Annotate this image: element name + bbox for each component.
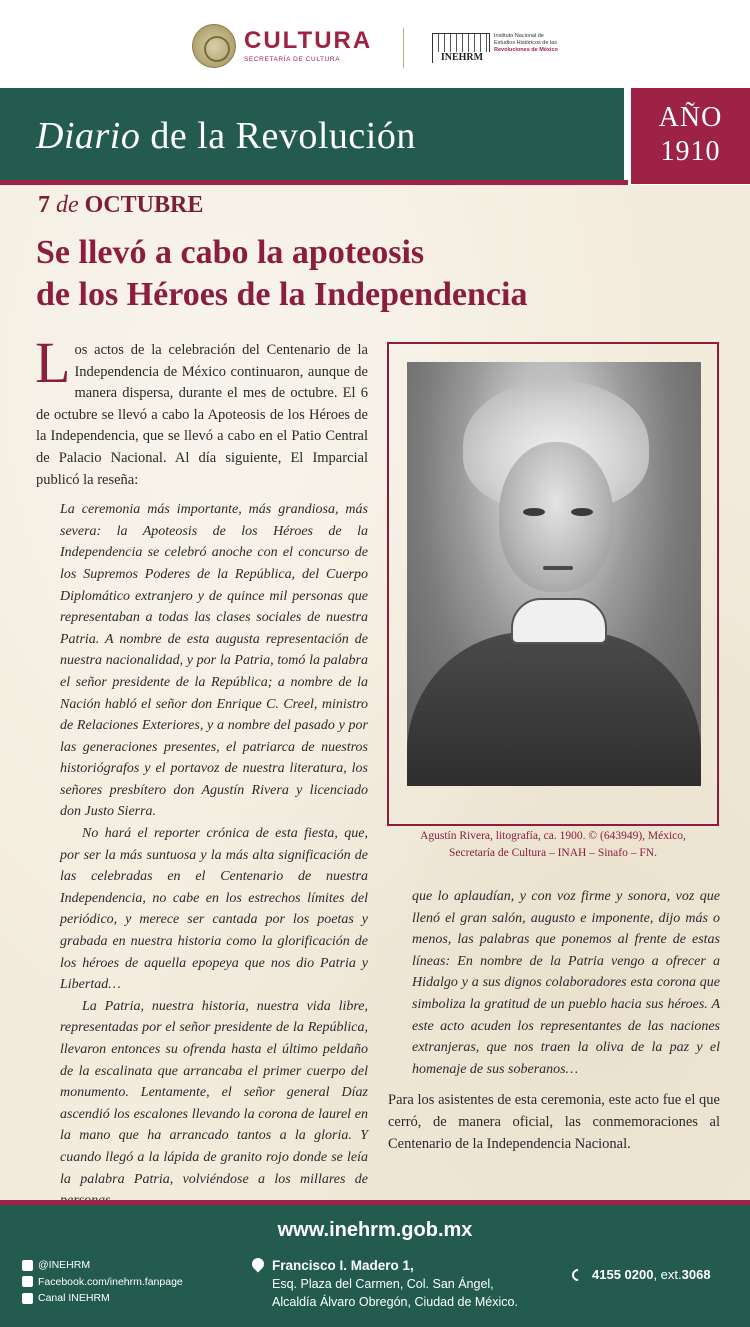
article-date [38, 192, 203, 219]
figure-caption [387, 828, 719, 861]
youtube-icon [22, 1293, 33, 1304]
facebook-link[interactable] [22, 1274, 183, 1291]
phone-icon [570, 1266, 587, 1283]
website-link[interactable]: www.inehrm.gob.mx [277, 1219, 473, 1241]
inehrm-wordmark: INEHRM [433, 52, 491, 63]
quote-paragraph: No hará el reporter crónica de esta fiesta, que, por ser la más suntuosa y la más alta significación de las celebradas en el Centenario de nuestra Independencia, no cabe en los estrechos límites del periódico, y merece ser cantada por los poetas y grabada en nuestra historia como la glorificación de los héroes de aquella epopeya que nos dio Patria y Libertad… [60, 826, 368, 993]
address-line: Francisco I. Madero 1, [272, 1258, 414, 1273]
twitter-icon [22, 1260, 33, 1271]
newspaper-quote [60, 499, 368, 1212]
headline-line: Se llevó a cabo la apoteosis [36, 234, 425, 271]
phone-number: 4155 0200 [592, 1267, 654, 1282]
facebook-handle: Facebook.com/inehrm.fanpage [38, 1275, 183, 1288]
phone[interactable] [572, 1267, 711, 1282]
caption-line: Agustín Rivera, litografía, ca. 1900. © (643949), México, [420, 830, 686, 842]
portrait-eye [571, 508, 593, 516]
twitter-handle: @INEHRM [38, 1259, 91, 1271]
address [252, 1257, 518, 1311]
quote-paragraph: La ceremonia más importante, más grandiosa, más severa: la Apoteosis de los Héroes de la Independencia se celebró anoche con el concurso de los Supremos Poderes de la República, del Cuerpo Diplomático extranjero y de quince mil personas que representaban a todas las clases sociales de nuestra Patria. A nombre de esta augusta representación de nuestra nacionalidad, y por la Patria, tomó la palabra el señor presidente de la República; a nombre de la Nación habló el señor don Enrique C. Creel, ministro de Relaciones Exteriores, y a nombre del pasado y por las generaciones presentes, el patriarca de nuestros historiógrafos y el portavoz de nuestra literatura, los señores presbítero don Agustín Rivera y licenciado don Justo Sierra. [60, 502, 368, 820]
date-day: 7 [38, 192, 50, 218]
inehrm-line: Estudios Históricos de las [494, 40, 557, 46]
series-title-italic: Diario [36, 115, 141, 157]
intro-text: os actos de la celebración del Centenario de la Independencia de México continuaron, aunque de manera dispersa, durante el mes de octubre. El 6 de octubre se llevó a cabo la Apoteosis de los Héroes de la Independencia, que se llevó a cabo en el Patio Central de Palacio Nacional. Al día siguiente, El Imparcial publicó la reseña: [36, 342, 368, 488]
logo-divider [403, 28, 404, 68]
address-line: Alcaldía Álvaro Obregón, Ciudad de México. [272, 1295, 518, 1309]
series-title [36, 114, 416, 158]
facebook-icon [22, 1276, 33, 1287]
cultura-subtitle: SECRETARÍA DE CULTURA [244, 56, 341, 63]
portrait-mouth [543, 566, 573, 570]
dropcap: L [35, 330, 71, 395]
portrait-collar [511, 598, 607, 644]
phone-ext: 3068 [681, 1267, 711, 1282]
youtube-handle: Canal INEHRM [38, 1292, 110, 1304]
year-label: AÑO [658, 102, 723, 133]
address-line: Esq. Plaza del Carmen, Col. San Ángel, [272, 1277, 494, 1291]
date-month: OCTUBRE [84, 192, 204, 218]
closing-paragraph: Para los asistentes de esta ceremonia, este acto fue el que cerró, de manera oficial, las conmemoraciones al Centenario de la Independencia Nacional. [388, 1092, 720, 1152]
youtube-link[interactable] [22, 1290, 183, 1307]
headline-line: de los Héroes de la Independencia [36, 276, 528, 313]
location-pin-icon [252, 1258, 264, 1274]
cultura-logo[interactable] [192, 24, 372, 68]
building-icon [432, 33, 490, 63]
quote-paragraph: La Patria, nuestra historia, nuestra vida libre, representadas por el señor presidente de la República, llevaron entonces su ofrenda hasta el último peldaño de la escalinata que arrancaba el primer cuerpo del monumento. Lentamente, el señor general Díaz ascendió los escalones llevando la corona de laurel en la mano que ha arrancado tantos a la gloria. Y cuando llegó a la lápida de granito rojo donde se leía la palabra Patria, volviéndose a los millares de [60, 998, 368, 1187]
inehrm-line: Instituto Nacional de [494, 33, 544, 39]
header [0, 0, 750, 88]
portrait-image [407, 362, 701, 786]
intro-paragraph [35, 330, 368, 491]
phone-ext-label: , ext. [653, 1267, 682, 1282]
title-band [0, 88, 624, 180]
caption-line: Secretaría de Cultura – INAH – Sinafo – FN. [449, 846, 657, 859]
twitter-link[interactable] [22, 1257, 183, 1274]
year-number: 1910 [660, 136, 721, 167]
portrait-coat [407, 632, 701, 786]
year-box [628, 88, 750, 184]
footer [0, 1205, 750, 1327]
social-links [22, 1257, 183, 1307]
quote-continuation: que lo aplaudían, y con voz firme y sonora, voz que llenó el gran salón, augusto e imponente, dijo más o menos, las palabras que ponemos al frente de estas líneas: En nombre de la Patria vengo a ofrecer a Hidalgo y a sus dignos colaboradores esta corona que simboliza la gratitud de un pueblo hacia sus héroes. A este acto acuden los representantes de las naciones extranjeras, que nos traen la oliva de la paz y el homenaje de sus soberanos… [412, 889, 720, 1077]
national-seal-icon [192, 24, 236, 68]
inehrm-fullname [494, 33, 558, 54]
series-title-rest: de la Revolución [140, 115, 416, 157]
cultura-wordmark: CULTURA [244, 27, 373, 54]
inehrm-line: Revoluciones de México [494, 47, 558, 53]
inehrm-logo[interactable] [432, 33, 558, 63]
article-body-left [35, 330, 368, 1212]
article-headline [36, 232, 716, 316]
portrait-eye [523, 508, 545, 516]
article-body-right [388, 886, 720, 1155]
date-de: de [56, 192, 79, 218]
portrait-frame [387, 342, 719, 826]
